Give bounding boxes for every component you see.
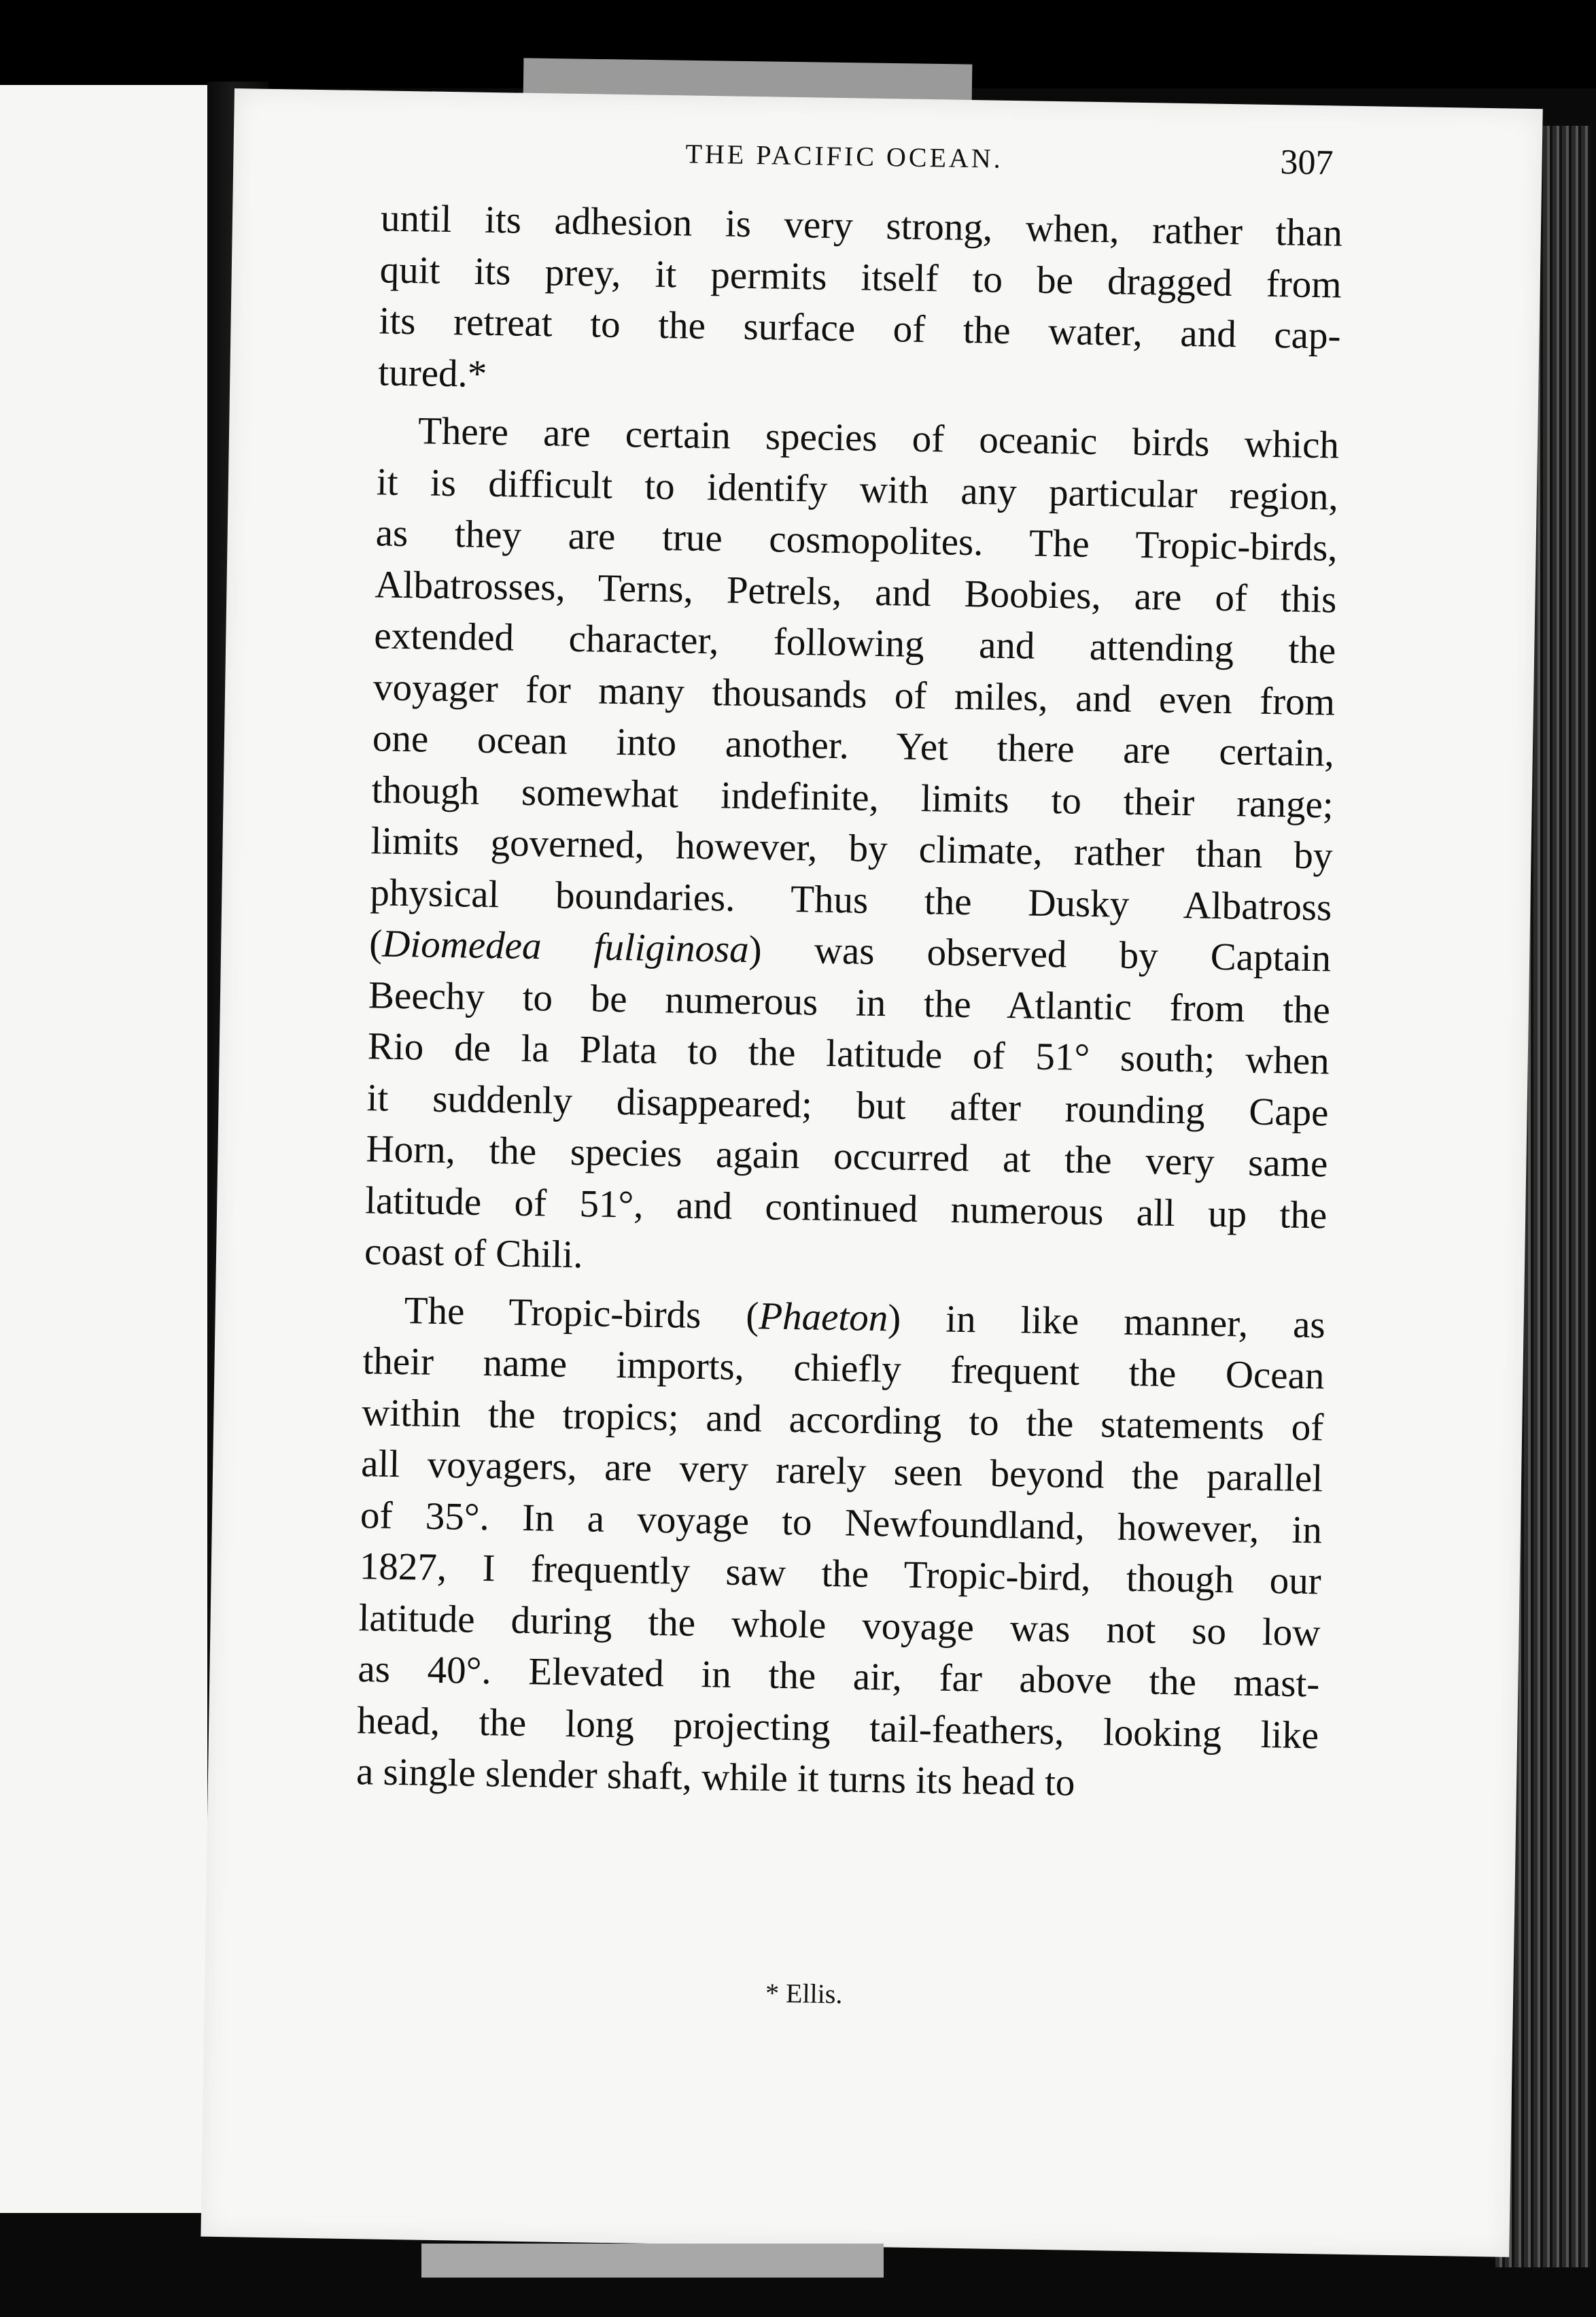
text-line: 1827, I frequently saw the Tropic-bird, though our [359,1545,1322,1603]
text-line: a single slender shaft, while it turns its head to [355,1750,1075,1804]
text-line: it is difficult to identify with any particular region, [376,460,1339,519]
text-line: head, the long projecting tail-feathers, looking like [356,1698,1319,1757]
text-line: its retreat to the surface of the water, and cap- [379,299,1341,358]
text-line: latitude during the whole voyage was not so low [358,1596,1321,1654]
italic-scientific-name: Diomedea fuliginosa [381,922,750,972]
text-line: extended character, following and attending the [373,614,1336,672]
text-line: their name imports, chiefly frequent the Ocean [362,1339,1325,1398]
text-line: within the tropics; and according to the statements of [361,1390,1324,1449]
text-line: The Tropic-birds (Phaeton) in like manner, as [404,1288,1326,1346]
text-line: all voyagers, are very rarely seen beyond the parallel [360,1442,1323,1500]
text-line: of 35°. In a voyage to Newfoundland, however, in [360,1493,1323,1551]
footnote: * Ellis. [765,1977,843,2010]
text-line: Rio de la Plata to the latitude of 51° south; when [367,1025,1330,1083]
text-line: coast of Chili. [364,1230,583,1277]
text-line: latitude of 51°, and continued numerous all up the [364,1178,1328,1237]
text-line: Beechy to be numerous in the Atlantic from the [368,973,1331,1031]
text-line: one ocean into another. Yet there are certain, [372,717,1335,775]
text-line: as 40°. Elevated in the air, far above the mast- [358,1647,1320,1706]
text-line: limits governed, however, by climate, rather than by [370,819,1333,878]
text-line: Horn, the species again occurred at the very same [366,1127,1328,1186]
text-line: though somewhat indefinite, limits to their range; [371,768,1334,827]
text-line: There are certain species of oceanic birds which [417,409,1340,467]
text-line: physical boundaries. Thus the Dusky Albatross [369,870,1332,929]
page-tab-bottom [421,2244,884,2278]
text-line: Albatrosses, Terns, Petrels, and Boobies, are of this [375,562,1337,621]
text-line: it suddenly disappeared; but after rounding Cape [366,1076,1330,1134]
text-line: quit its prey, it permits itself to be dragged from [379,247,1342,307]
page-number: 307 [1280,143,1334,183]
body-text [356,192,1343,1812]
text-line: until its adhesion is very strong, when, rather than [380,196,1343,255]
text-line: tured.* [377,350,487,396]
text-line: as they are true cosmopolites. The Tropic-birds, [375,511,1338,570]
italic-scientific-name: Phaeton [758,1294,888,1339]
running-head: THE PACIFIC OCEAN. [685,138,1004,174]
text-line: voyager for many thousands of miles, and even from [372,665,1336,724]
right-page [201,88,1542,2257]
text-line: (Diomedea fuliginosa) was observed by Captain [368,922,1332,980]
